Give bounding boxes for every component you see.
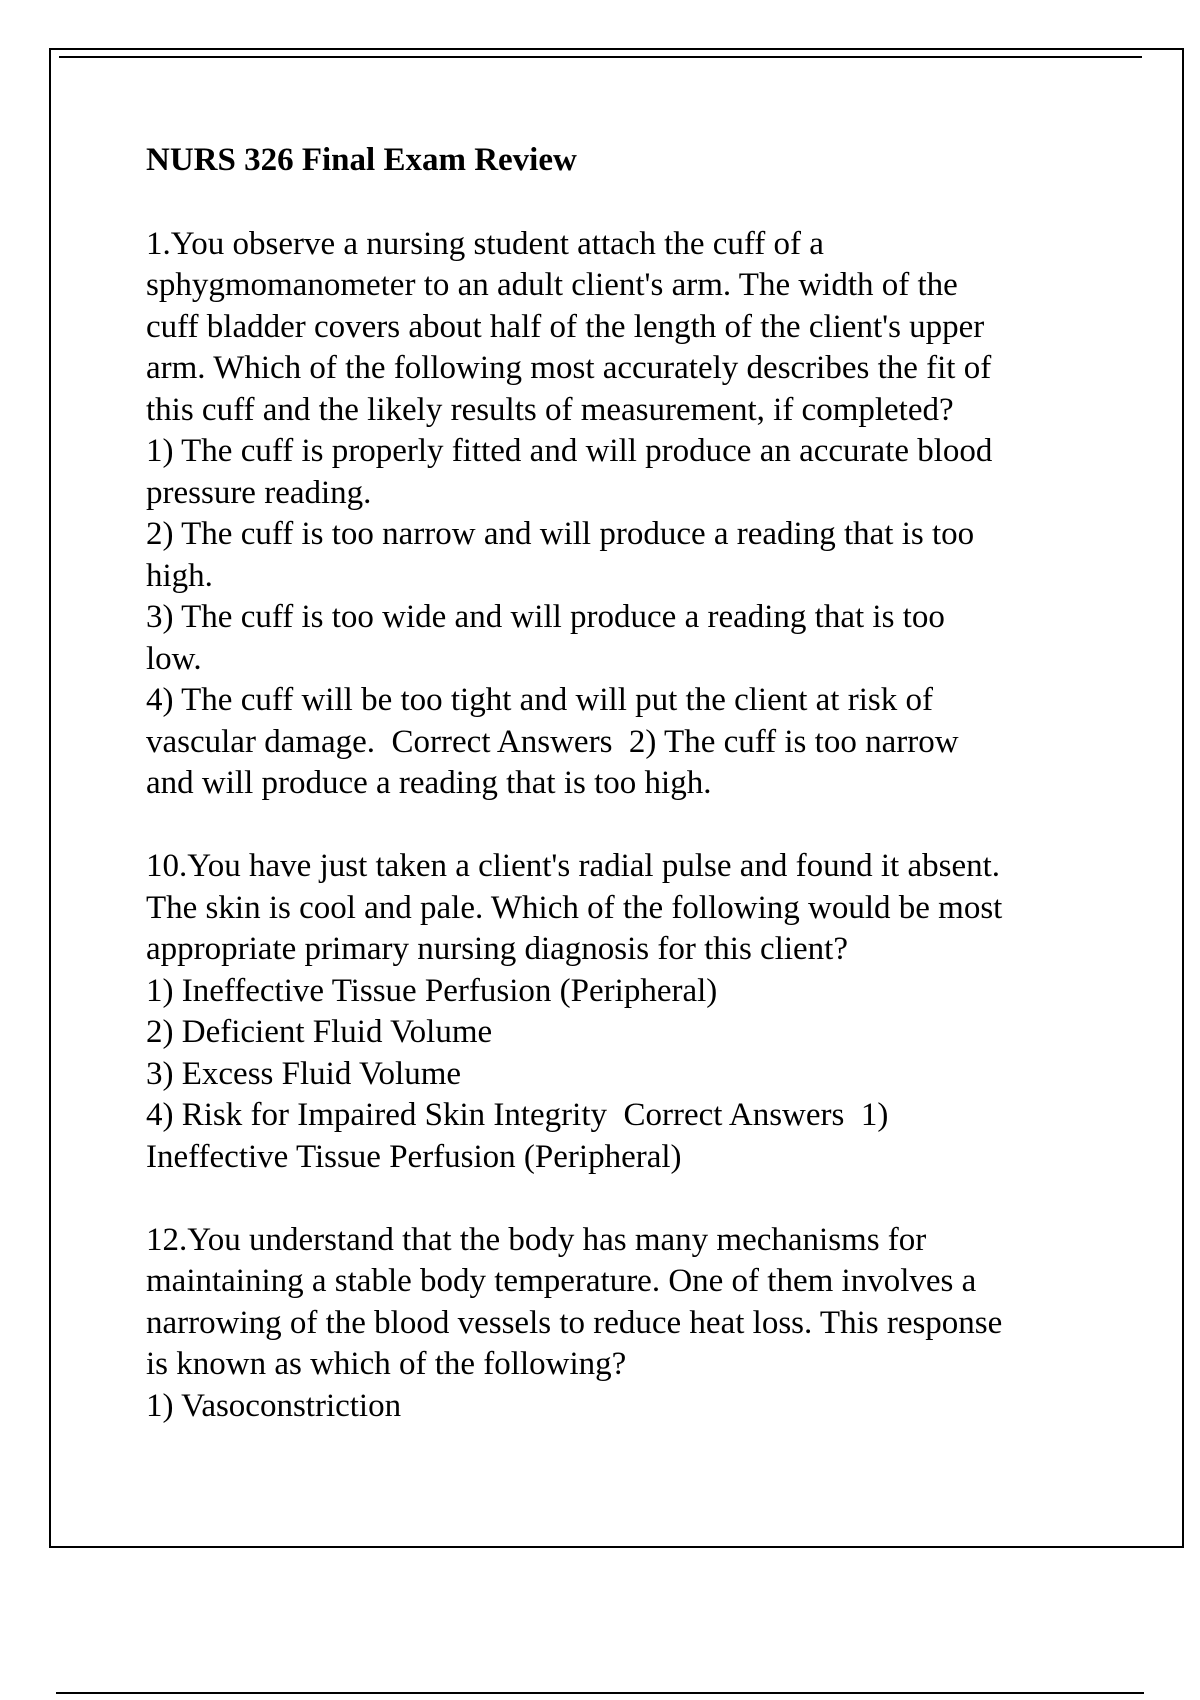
- question-line: 10.You have just taken a client's radial pulse and found it absent.: [146, 848, 1001, 884]
- question-line: The skin is cool and pale. Which of the following would be most: [146, 889, 1003, 926]
- question-line: sphygmomanometer to an adult client's arm. The width of the: [146, 267, 958, 303]
- correct-answer-line: 4) Risk for Impaired Skin Integrity Correct Answers 1): [146, 1097, 889, 1133]
- correct-answer-line: vascular damage. Correct Answers 2) The cuff is too narrow: [146, 723, 959, 760]
- question-line: maintaining a stable body temperature. One of them involves a: [146, 1263, 977, 1299]
- question-line: narrowing of the blood vessels to reduce heat loss. This response: [146, 1304, 1003, 1341]
- answer-option: 1) Ineffective Tissue Perfusion (Peripheral): [146, 972, 718, 1009]
- answer-option: 1) Vasoconstriction: [146, 1387, 402, 1424]
- answer-option: 2) The cuff is too narrow and will produce a reading that is too: [146, 516, 975, 552]
- correct-answer-line: and will produce a reading that is too high.: [146, 765, 712, 801]
- answer-option: 1) The cuff is properly fitted and will produce an accurate blood: [146, 433, 993, 469]
- question-line: is known as which of the following?: [146, 1346, 627, 1382]
- question-10: [146, 846, 1096, 1178]
- question-line: 12.You understand that the body has many mechanisms for: [146, 1221, 927, 1258]
- document-title: NURS 326 Final Exam Review: [146, 142, 577, 178]
- question-line: arm. Which of the following most accurately describes the fit of: [146, 350, 992, 386]
- question-12: [146, 1220, 1096, 1428]
- answer-option: high.: [146, 557, 213, 594]
- bottom-rule: [56, 1692, 1144, 1694]
- answer-option: pressure reading.: [146, 474, 372, 511]
- answer-option: low.: [146, 640, 202, 677]
- question-1: [146, 224, 1096, 805]
- document-content: [146, 140, 1096, 1469]
- question-line: this cuff and the likely results of measurement, if completed?: [146, 391, 954, 428]
- answer-option: 4) The cuff will be too tight and will put the client at risk of: [146, 682, 933, 718]
- correct-answer-line: Ineffective Tissue Perfusion (Peripheral): [146, 1138, 682, 1175]
- answer-option: 3) The cuff is too wide and will produce a reading that is too: [146, 599, 945, 635]
- question-line: cuff bladder covers about half of the length of the client's upper: [146, 308, 985, 345]
- answer-option: 2) Deficient Fluid Volume: [146, 1014, 493, 1050]
- question-line: appropriate primary nursing diagnosis for this client?: [146, 931, 848, 967]
- question-line: 1.You observe a nursing student attach the cuff of a: [146, 225, 824, 262]
- answer-option: 3) Excess Fluid Volume: [146, 1055, 462, 1092]
- top-rule: [59, 56, 1142, 58]
